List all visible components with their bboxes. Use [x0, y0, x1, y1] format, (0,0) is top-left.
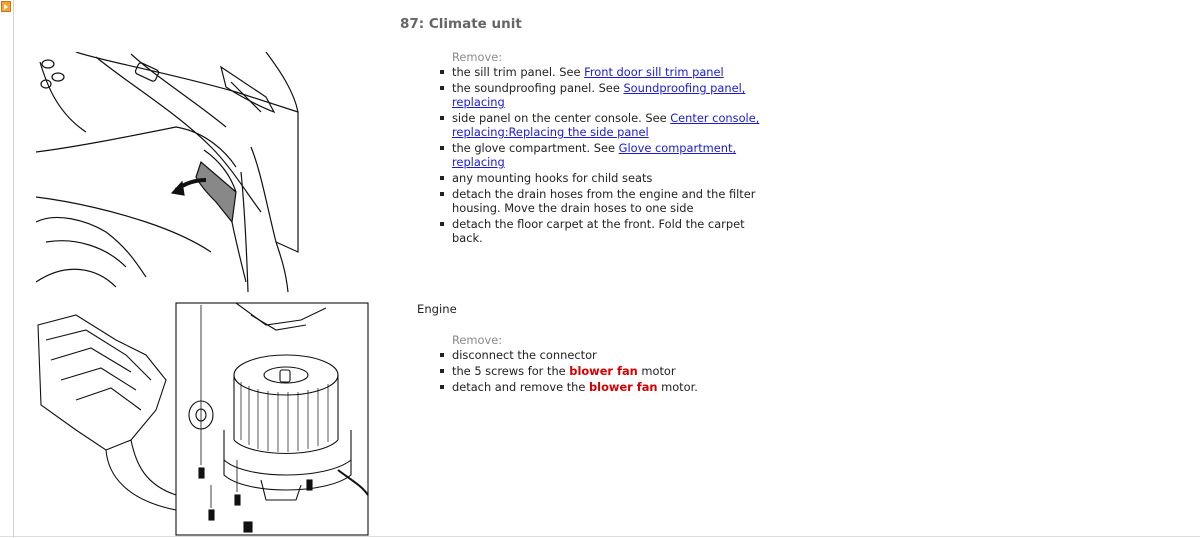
list-item: any mounting hooks for child seats — [437, 171, 762, 185]
step-text: detach and remove the — [452, 380, 590, 394]
list-item: disconnect the connector — [437, 348, 762, 362]
list-item: detach the floor carpet at the front. Fold the carpet back. — [437, 217, 762, 245]
center-console-side-panel-link[interactable]: Center console, replacing:Replacing the side panel — [452, 111, 760, 139]
glove-compartment-link[interactable]: Glove compartment, replacing — [452, 141, 737, 169]
step-text: the 5 screws for the — [452, 364, 570, 378]
list-item — [437, 380, 762, 394]
section-heading-engine: Engine — [417, 302, 457, 316]
list-item: detach the drain hoses from the engine and the filter housing. Move the drain hoses to one side — [437, 187, 762, 215]
page-title: 87: Climate unit — [400, 16, 522, 32]
list-item — [437, 65, 762, 79]
list-item — [437, 111, 762, 139]
highlight-term: blower fan — [569, 364, 638, 378]
step-text: the glove compartment. See — [452, 141, 619, 155]
bookmark-arrow-icon[interactable] — [1, 1, 11, 12]
remove-label: Remove: — [452, 50, 503, 64]
front-door-sill-trim-panel-link[interactable]: Front door sill trim panel — [584, 65, 724, 79]
soundproofing-panel-link[interactable]: Soundproofing panel, replacing — [452, 81, 746, 109]
interior-carpet-illustration — [36, 52, 308, 292]
removal-step-list — [437, 65, 762, 247]
step-text: motor — [637, 364, 676, 378]
list-item — [437, 81, 762, 109]
left-sidebar-strip — [0, 0, 14, 538]
bottom-divider — [0, 536, 1200, 537]
highlight-term: blower fan — [589, 380, 658, 394]
engine-step-list — [437, 348, 762, 396]
list-item — [437, 141, 762, 169]
step-text: motor. — [657, 380, 698, 394]
step-text: the sill trim panel. See — [452, 65, 585, 79]
blower-fan-motor-illustration — [36, 300, 371, 538]
step-text: the soundproofing panel. See — [452, 81, 624, 95]
remove-label: Remove: — [452, 333, 503, 347]
list-item — [437, 364, 762, 378]
step-text: side panel on the center console. See — [452, 111, 671, 125]
